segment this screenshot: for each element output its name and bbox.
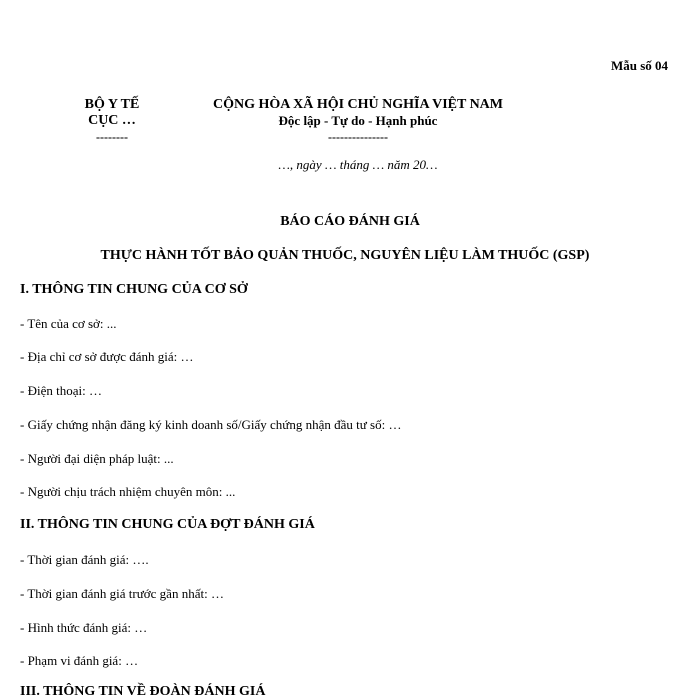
list-item: - Phạm vi đánh giá: …: [20, 653, 139, 668]
agency-rule: --------: [96, 130, 128, 144]
list-item: - Điện thoại: …: [20, 383, 102, 398]
agency-block: [62, 97, 162, 145]
motto: Độc lập - Tự do - Hạnh phúc: [278, 113, 438, 128]
list-item: - Tên của cơ sở: ...: [20, 316, 117, 331]
agency-name: BỘ Y TẾ: [84, 97, 140, 112]
list-item: - Người đại diện pháp luật: ...: [20, 451, 174, 466]
date-line: …, ngày … tháng … năm 20…: [278, 157, 438, 172]
report-subtitle: THỰC HÀNH TỐT BẢO QUẢN THUỐC, NGUYÊN LIỆU LÀM THUỐC (GSP): [100, 248, 590, 263]
list-item: - Người chịu trách nhiệm chuyên môn: ...: [20, 484, 236, 499]
section-2-heading: II. THÔNG TIN CHUNG CỦA ĐỢT ĐÁNH GIÁ: [20, 517, 315, 532]
section-3-heading: III. THÔNG TIN VỀ ĐOÀN ĐÁNH GIÁ: [20, 684, 266, 699]
report-title: BÁO CÁO ĐÁNH GIÁ: [280, 214, 420, 229]
list-item: - Thời gian đánh giá trước gần nhất: …: [20, 586, 224, 601]
list-item: - Hình thức đánh giá: …: [20, 620, 148, 635]
motto-rule: ---------------: [328, 130, 388, 144]
country-name: CỘNG HÒA XÃ HỘI CHỦ NGHĨA VIỆT NAM: [212, 97, 503, 112]
list-item: - Địa chỉ cơ sở được đánh giá: …: [20, 349, 194, 364]
national-motto-block: [188, 97, 528, 145]
list-item: - Giấy chứng nhận đăng ký kinh doanh số/Giấy chứng nhận đầu tư số: …: [20, 417, 402, 432]
agency-department: CỤC …: [88, 113, 136, 128]
form-number: Mẫu số 04: [610, 58, 668, 73]
list-item: - Thời gian đánh giá: ….: [20, 552, 149, 567]
section-1-heading: I. THÔNG TIN CHUNG CỦA CƠ SỞ: [20, 282, 248, 297]
